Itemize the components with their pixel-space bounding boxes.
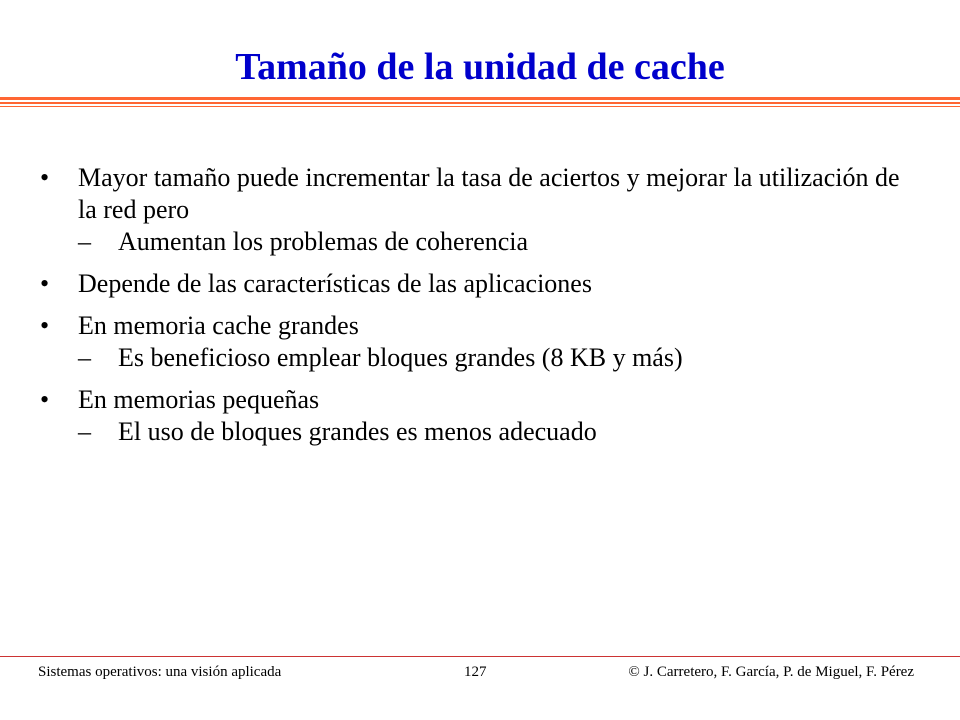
sub-bullet-text: El uso de bloques grandes es menos adecuado [118, 417, 597, 446]
sub-bullet-marker: – [78, 343, 91, 372]
sub-bullet-text: Es beneficioso emplear bloques grandes (8 KB y más) [118, 343, 683, 372]
bullet-text: Mayor tamaño puede incrementar la tasa de aciertos y mejorar la utilización de la red pero [78, 163, 900, 224]
bullet-marker: • [40, 385, 50, 414]
bullet-item [40, 310, 920, 374]
sub-bullet-marker: – [78, 417, 91, 446]
bullet-list [40, 162, 920, 458]
bullet-marker: • [40, 269, 50, 298]
bullet-marker: • [40, 163, 50, 192]
bullet-item [40, 162, 920, 258]
bullet-text: En memoria cache grandes [78, 311, 359, 340]
title-underline [0, 97, 960, 100]
footer-divider [0, 656, 960, 657]
sub-bullet-item [78, 416, 920, 448]
title-underline [0, 102, 960, 104]
title-underline [0, 106, 960, 107]
bullet-marker: • [40, 311, 50, 340]
slide-title: Tamaño de la unidad de cache [235, 46, 725, 88]
sub-bullet-text: Aumentan los problemas de coherencia [118, 227, 529, 256]
footer-book-title: Sistemas operativos: una visión aplicada [38, 664, 282, 680]
sub-bullet-item [78, 226, 920, 258]
bullet-item [40, 384, 920, 448]
sub-bullet-item [78, 342, 920, 374]
bullet-text: Depende de las características de las aplicaciones [78, 269, 592, 298]
bullet-text: En memorias pequeñas [78, 385, 320, 414]
sub-bullet-marker: – [78, 227, 91, 256]
page-number: 127 [464, 664, 487, 680]
footer-copyright: © J. Carretero, F. García, P. de Miguel, F. Pérez [628, 664, 914, 680]
bullet-item [40, 268, 920, 300]
